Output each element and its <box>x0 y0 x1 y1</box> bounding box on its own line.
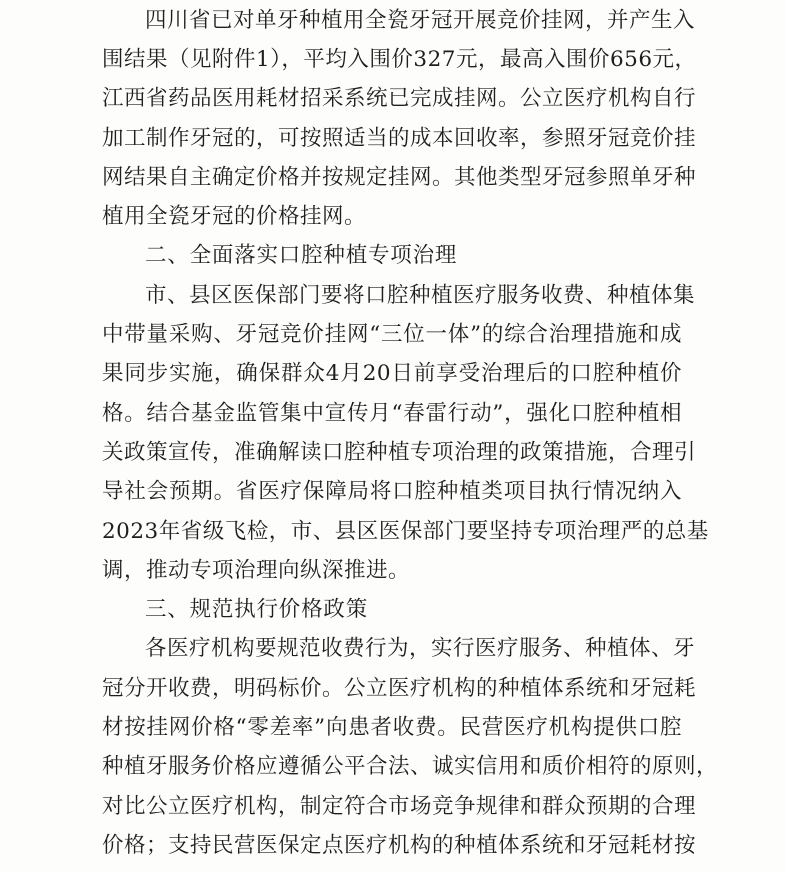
paragraph-line: 价格；支持民营医保定点医疗机构的种植体系统和牙冠耗材按 <box>102 833 697 858</box>
paragraph-line: 调，推动专项治理向纵深推进。 <box>102 558 411 583</box>
paragraph-line: 围结果（见附件1），平均入围价327元，最高入围价656元， <box>102 47 697 72</box>
paragraph-line: 四川省已对单牙种植用全瓷牙冠开展竞价挂网，并产生入 <box>145 8 696 33</box>
paragraph-line: 对比公立医疗机构，制定符合市场竞争规律和群众预期的合理 <box>102 794 697 819</box>
paragraph-line: 中带量采购、牙冠竞价挂网“三位一体”的综合治理措施和成 <box>102 322 682 347</box>
paragraph-line: 植用全瓷牙冠的价格挂网。 <box>102 204 367 229</box>
section-heading: 三、规范执行价格政策 <box>145 597 369 622</box>
section-heading: 二、全面落实口腔种植专项治理 <box>145 243 458 268</box>
paragraph-line: 材按挂网价格“零差率”向患者收费。民营医疗机构提供口腔 <box>102 715 682 740</box>
paragraph-line: 果同步实施，确保群众4月20日前享受治理后的口腔种植价 <box>102 361 682 386</box>
paragraph-line: 2023年省级飞检，市、县区医保部门要坚持专项治理严的总基 <box>102 519 709 544</box>
paragraph-line: 格。结合基金监管集中宣传月“春雷行动”，强化口腔种植相 <box>102 401 682 426</box>
paragraph-line: 江西省药品医用耗材招采系统已完成挂网。公立医疗机构自行 <box>102 86 697 111</box>
paragraph-line: 关政策宣传，准确解读口腔种植专项治理的政策措施，合理引 <box>102 440 697 465</box>
paragraph-line: 各医疗机构要规范收费行为，实行医疗服务、种植体、牙 <box>145 636 696 661</box>
paragraph-line: 导社会预期。省医疗保障局将口腔种植类项目执行情况纳入 <box>102 479 682 504</box>
paragraph-line: 冠分开收费，明码标价。公立医疗机构的种植体系统和牙冠耗 <box>102 676 697 701</box>
paragraph-line: 市、县区医保部门要将口腔种植医疗服务收费、种植体集 <box>145 283 696 308</box>
paragraph-line: 加工制作牙冠的，可按照适当的成本回收率，参照牙冠竞价挂 <box>102 126 697 151</box>
paragraph-line: 网结果自主确定价格并按规定挂网。其他类型牙冠参照单牙种 <box>102 165 697 190</box>
paragraph-line: 种植牙服务价格应遵循公平合法、诚实信用和质价相符的原则， <box>102 754 719 779</box>
